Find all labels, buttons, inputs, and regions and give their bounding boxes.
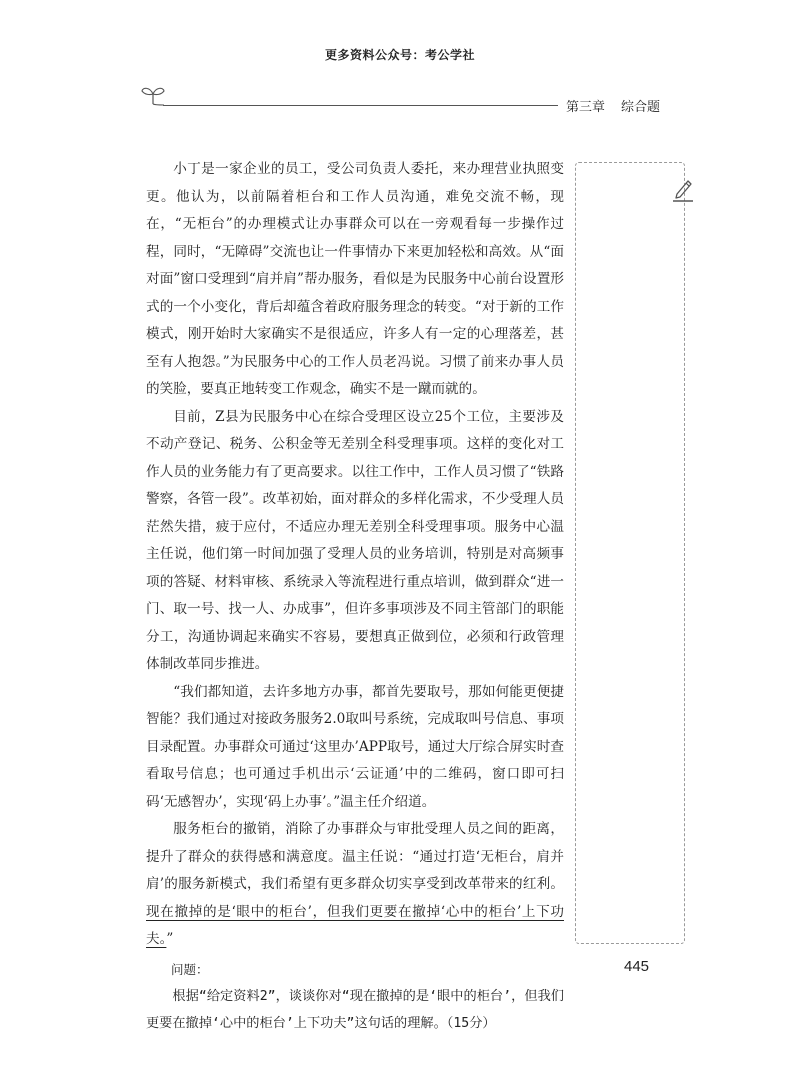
paragraph-3: “我们都知道，去许多地方办事，都首先要取号，那如何能更便捷智能？我们通过对接政务服务2.0取叫号系统，完成取叫号信息、事项目录配置。办事群众可通过‘这里办’APP取号，通过大厅综合屏实时查看取号信息；也可通过手机出示‘云证通’中的二维码，窗口即可扫码‘无感智办’，实现‘码上办事’。”温主任介绍道。 bbox=[146, 683, 564, 810]
sprout-icon bbox=[140, 84, 166, 106]
page-number: 445 bbox=[624, 958, 650, 975]
notes-margin-box bbox=[575, 162, 685, 944]
chapter-section: 综合题 bbox=[621, 100, 661, 115]
header-top-note: 更多资料公众号：考公学社 bbox=[324, 48, 475, 62]
paragraph-4-start: 服务柜台的撤销，消除了办事群众与审批受理人员之间的距离，提升了群众的获得感和满意度。温主任说：“通过打造‘无柜台，肩并肩’的服务新模式，我们希望有更多群众切实享受到改革带来的红利。 bbox=[146, 821, 564, 892]
paragraph-1: 小丁是一家企业的员工，受公司负责人委托，来办理营业执照变更。他认为，以前隔着柜台和工作人员沟通，难免交流不畅，现在，“无柜台”的办理模式让办事群众可以在一旁观看每一步操作过程，同时，“无障碍”交流也让一件事情办下来更加轻松和高效。从“面对面”窗口受理到“肩并肩”帮办服务，看似是为民服务中心前台设置形式的一个小变化，背后却蕴含着政府服务理念的转变。“对于新的工作模式，刚开始时大家确实不是很适应，许多人有一定的心理落差，甚至有人抱怨。”为民服务中心的工作人员老冯说。习惯了前来办事人员的笑脸，要真正地转变工作观念，确实不是一蹴而就的。 bbox=[146, 161, 564, 397]
paragraph-2: 目前，Z县为民服务中心在综合受理区设立25个工位，主要涉及不动产登记、税务、公积金等无差别全科受理事项。这样的变化对工作人员的业务能力有了更高要求。以往工作中，工作人员习惯了“铁路警察，各管一段”。改革初始，面对群众的多样化需求，不少受理人员茫然失措，疲于应付，不适应办理无差别全科受理事项。服务中心温主任说，他们第一时间加强了受理人员的业务培训，特别是对高频事项的答疑、材料审核、系统录入等流程进行重点培训，做到群众“进一门、取一号、找一人、办成事”，但许多事项涉及不同主管部门的职能分工，沟通协调起来确实不容易，要想真正做到位，必须和行政管理体制改革同步推进。 bbox=[146, 408, 564, 672]
underlined-quote: 现在撤掉的是‘眼中的柜台’，但我们更要在撤掉‘心中的柜台’上下功夫。 bbox=[146, 903, 564, 947]
question-text: 根据“给定资料2”，谈谈你对“现在撤掉的是‘眼中的柜台’，但我们更要在撤掉‘心中的柜台’上下功夫”这句话的理解。（15分） bbox=[146, 989, 564, 1031]
question-label: 问题： bbox=[171, 961, 209, 977]
paragraph-4 bbox=[146, 816, 564, 954]
header-rule bbox=[163, 105, 558, 106]
chapter-heading bbox=[566, 96, 660, 115]
chapter-number: 第三章 bbox=[566, 100, 606, 115]
pencil-icon bbox=[672, 177, 694, 203]
paragraph-4-end: ” bbox=[166, 931, 174, 947]
article-body bbox=[146, 156, 564, 1037]
